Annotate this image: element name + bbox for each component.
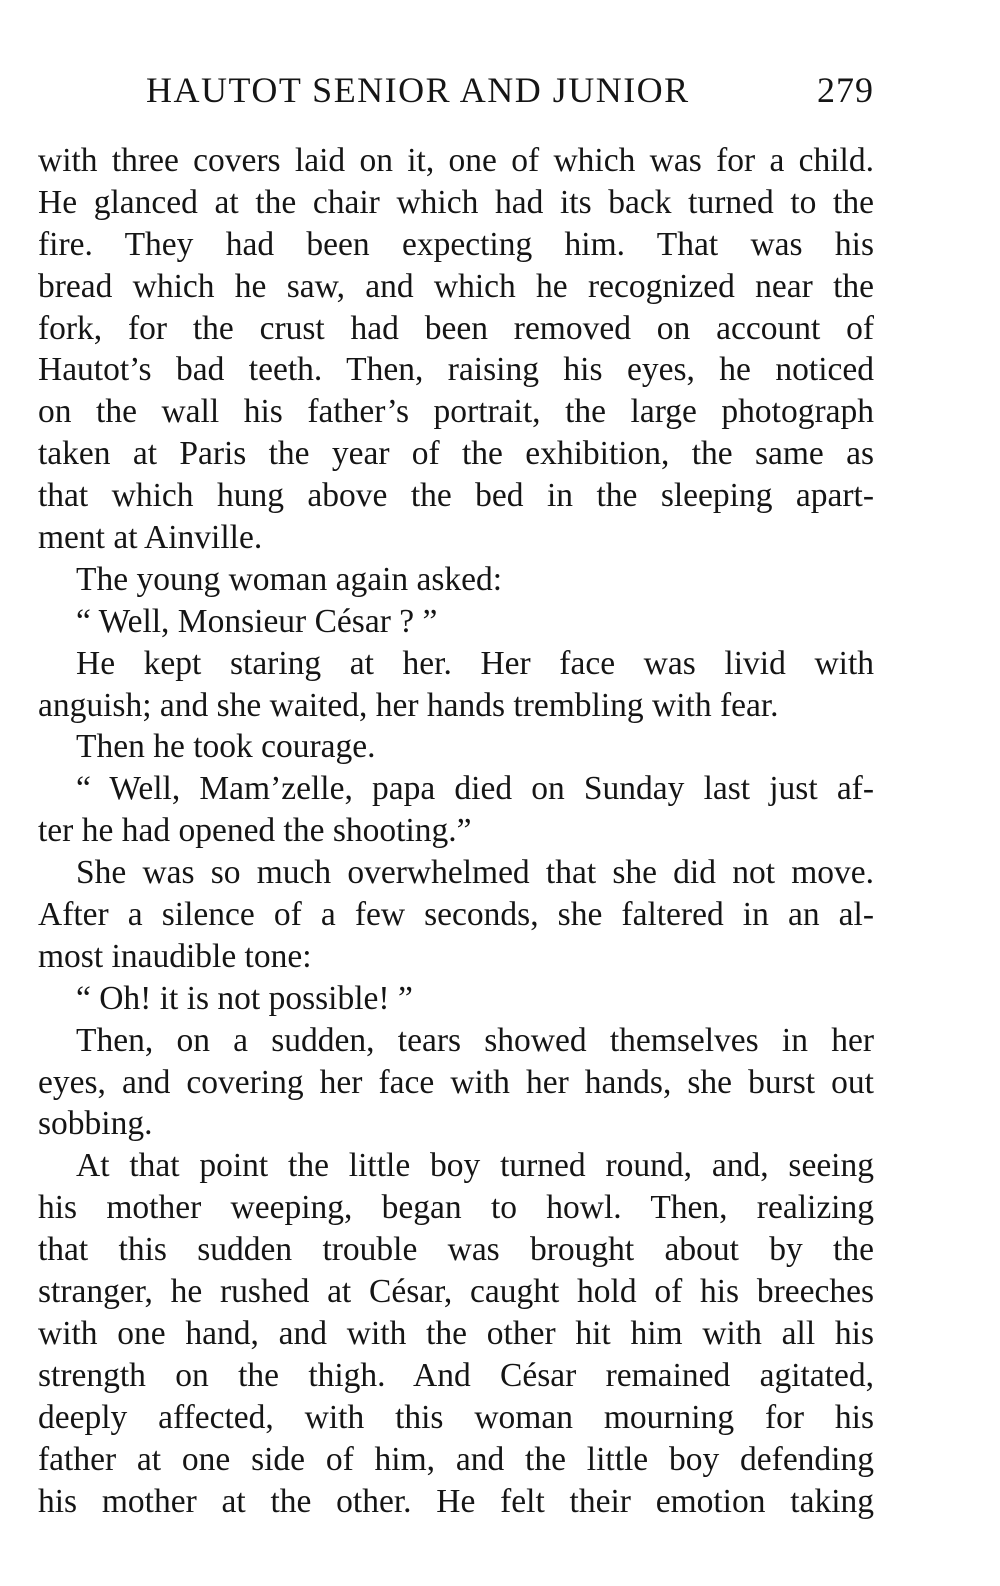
text-line: with one hand, and with the other hit him with all his (38, 1314, 874, 1352)
text-line: “ Well, Monsieur César ? ” (76, 602, 438, 640)
text-line: “ Well, Mam’zelle, papa died on Sunday last just af- (76, 770, 874, 808)
text-line: deeply affected, with this woman mourning for his (38, 1398, 874, 1436)
text-line: He glanced at the chair which had its back turned to the (38, 183, 874, 221)
text-line: “ Oh! it is not possible! ” (76, 979, 413, 1017)
text-line: Then he took courage. (76, 728, 376, 766)
text-line: ter he had opened the shooting.” (38, 812, 472, 850)
text-line: that this sudden trouble was brought about by the (38, 1231, 874, 1269)
text-line: with three covers laid on it, one of which was for a child. (38, 142, 874, 179)
page-number: 279 (817, 70, 874, 110)
running-title: HAUTOT SENIOR AND JUNIOR (146, 70, 690, 110)
text-line: Then, on a sudden, tears showed themselves in her (76, 1021, 874, 1059)
text-line: most inaudible tone: (38, 937, 312, 975)
text-line: At that point the little boy turned round, and, seeing (76, 1147, 874, 1185)
text-line: fork, for the crust had been removed on account of (38, 309, 874, 347)
text-line: anguish; and she waited, her hands trembling with fear. (38, 686, 779, 724)
text-line: that which hung above the bed in the sleeping apart- (38, 477, 874, 515)
body-text (38, 140, 874, 1522)
text-line: Hautot’s bad teeth. Then, raising his eyes, he noticed (38, 351, 874, 389)
text-line: ment at Ainville. (38, 519, 263, 557)
text-line: his mother weeping, began to howl. Then, realizing (38, 1189, 874, 1227)
text-line: strength on the thigh. And César remained agitated, (38, 1356, 874, 1394)
text-line: sobbing. (38, 1105, 153, 1143)
text-line: taken at Paris the year of the exhibition, the same as (38, 435, 874, 473)
text-line: After a silence of a few seconds, she faltered in an al- (38, 896, 874, 934)
text-line: on the wall his father’s portrait, the large photograph (38, 393, 874, 431)
text-line: fire. They had been expecting him. That was his (38, 225, 874, 263)
text-line: stranger, he rushed at César, caught hold of his breeches (38, 1273, 874, 1311)
text-line: The young woman again asked: (76, 560, 503, 598)
text-line: She was so much overwhelmed that she did not move. (76, 854, 874, 892)
text-line: bread which he saw, and which he recognized near the (38, 267, 874, 305)
text-line: eyes, and covering her face with her hands, she burst out (38, 1063, 874, 1101)
text-line: He kept staring at her. Her face was livid with (76, 644, 874, 682)
text-line: father at one side of him, and the little boy defending (38, 1440, 874, 1478)
running-head (38, 66, 874, 114)
text-line: his mother at the other. He felt their emotion taking (38, 1482, 874, 1520)
